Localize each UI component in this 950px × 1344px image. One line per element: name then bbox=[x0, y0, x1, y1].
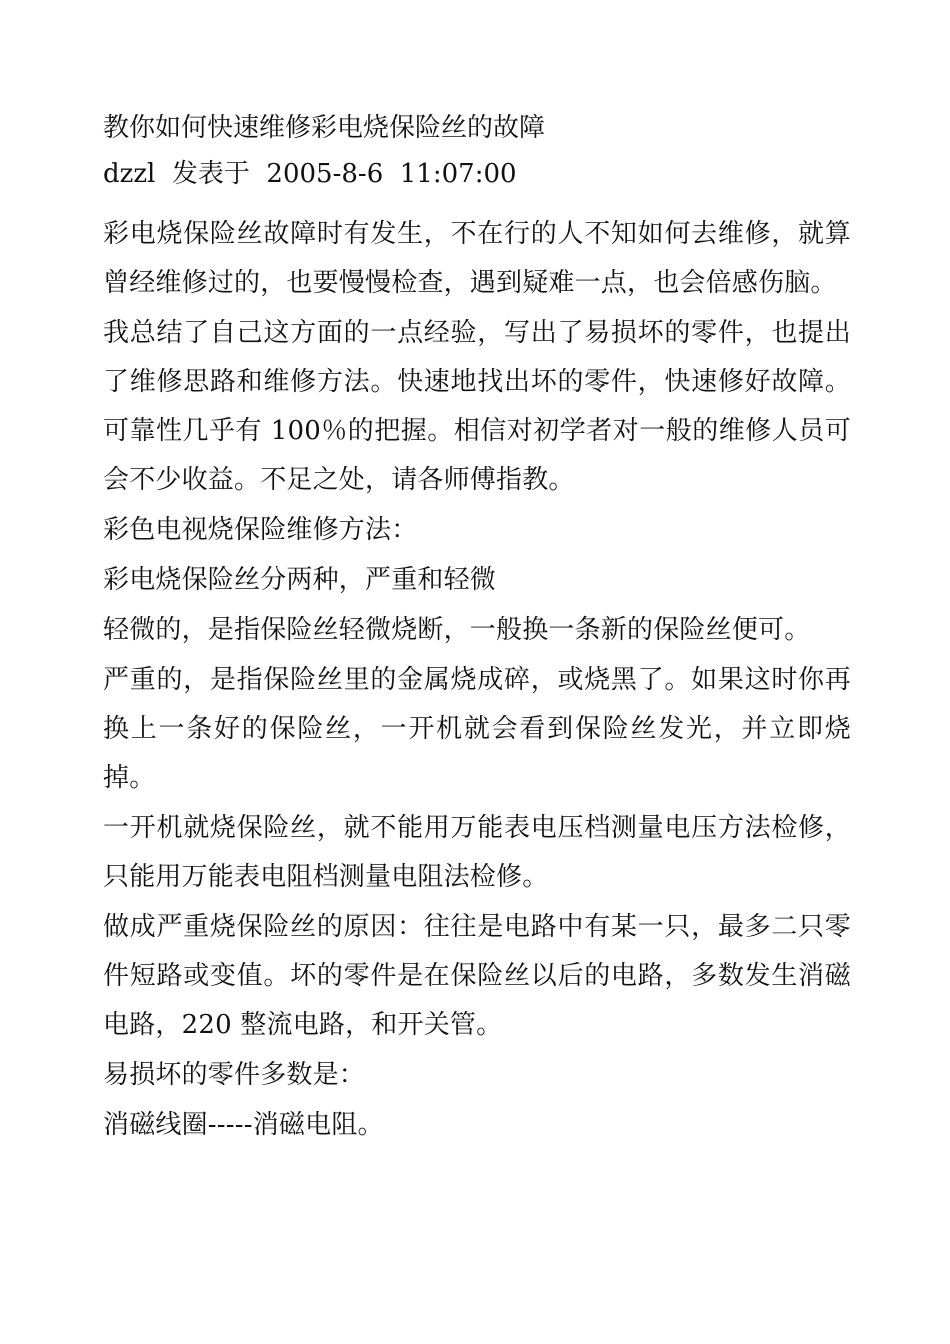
paragraph-measure-method: 一开机就烧保险丝，就不能用万能表电压档测量电压方法检修，只能用万能表电阻档测量电阻法检修。 bbox=[103, 813, 851, 892]
article-title: 教你如何快速维修彩电烧保险丝的故障 bbox=[103, 113, 546, 143]
paragraph-parts-heading: 易损坏的零件多数是： bbox=[103, 1060, 366, 1090]
paragraph-experience: 我总结了自己这方面的一点经验，写出了易损坏的零件，也提出了维修思路和维修方法。快速地找出坏的零件，快速修好故障。可靠性几乎有 100％的把握。相信对初学者对一般的维修人员可会不少收益。不足之处，请各师傅指教。 bbox=[103, 318, 851, 495]
paragraph-cause: 做成严重烧保险丝的原因：往往是电路中有某一只，最多二只零件短路或变值。坏的零件是在保险丝以后的电路，多数发生消磁电路，220 整流电路，和开关管。 bbox=[103, 912, 851, 1040]
paragraph-method-heading: 彩色电视烧保险维修方法： bbox=[103, 515, 418, 545]
paragraph-minor: 轻微的，是指保险丝轻微烧断，一般换一条新的保险丝便可。 bbox=[103, 615, 811, 645]
paragraph-two-types: 彩电烧保险丝分两种，严重和轻微 bbox=[103, 565, 497, 595]
paragraph-severe: 严重的，是指保险丝里的金属烧成碎，或烧黑了。如果这时你再换上一条好的保险丝，一开机就会看到保险丝发光，并立即烧掉。 bbox=[103, 665, 851, 793]
article-body bbox=[103, 112, 851, 1151]
paragraph-intro: 彩电烧保险丝故障时有发生，不在行的人不知如何去维修，就算曾经维修过的，也要慢慢检查，遇到疑难一点，也会倍感伤脑。 bbox=[103, 219, 851, 298]
article-meta: dzzl 发表于 2005-8-6 11:07:00 bbox=[103, 159, 517, 189]
paragraph-degauss-parts: 消磁线圈-----消磁电阻。 bbox=[103, 1110, 384, 1140]
